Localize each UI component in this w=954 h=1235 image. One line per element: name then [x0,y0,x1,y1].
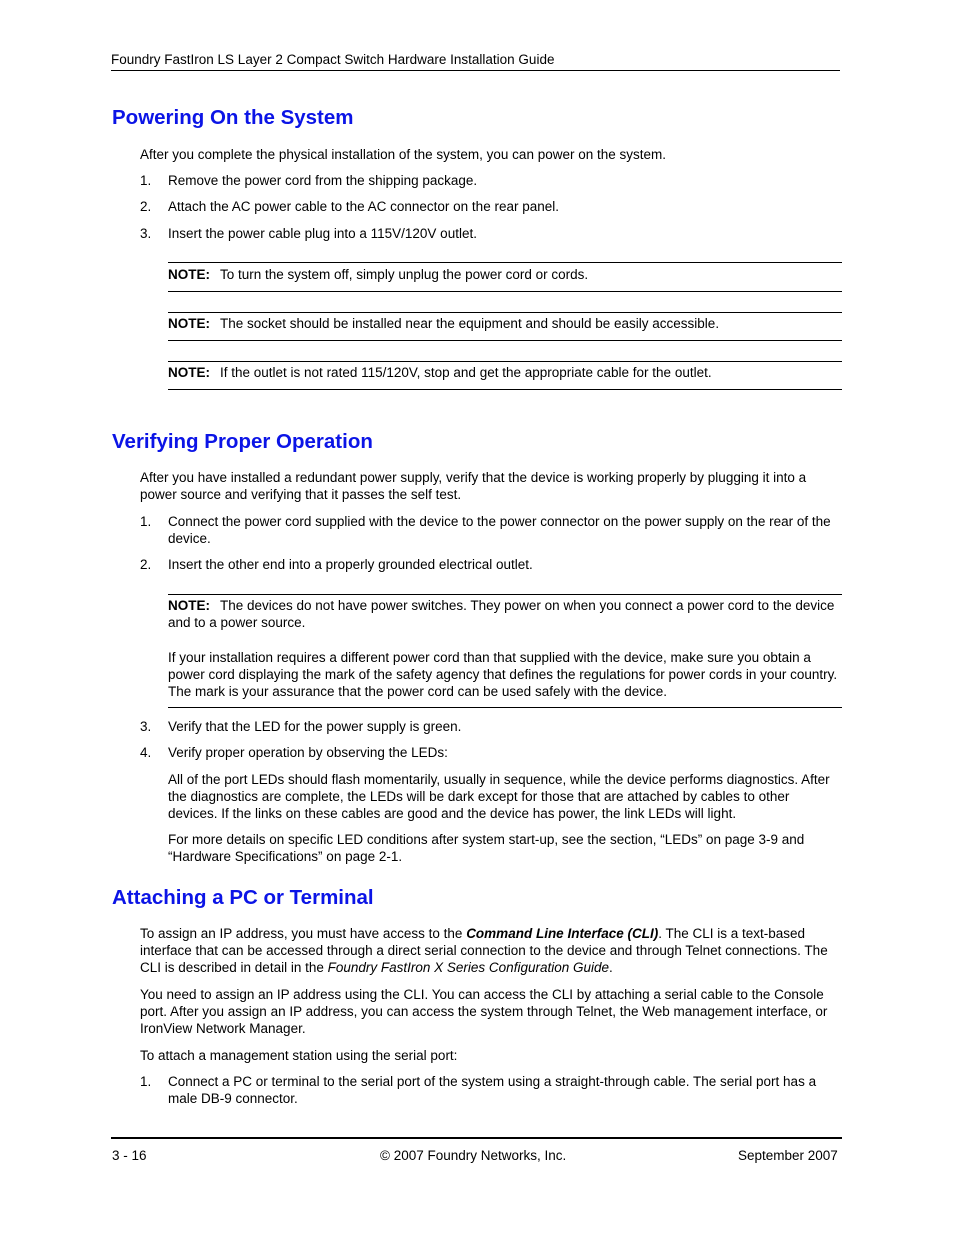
note [168,315,842,332]
note-rule-bottom [168,707,842,708]
header-rule [111,70,840,71]
step-number: 3. [140,226,152,241]
section3-paragraph: To attach a management station using the serial port: [140,1048,458,1063]
page-number: 3 - 16 [112,1148,147,1163]
step-text: Remove the power cord from the shipping package. [168,173,478,188]
section2-intro: After you have installed a redundant power supply, verify that the device is working properly by plugging it into a power source and verifying that it passes the self test. [140,470,807,502]
note-rule-top [168,312,842,313]
publication-date: September 2007 [738,1148,838,1163]
text-run: . The CLI is a text-based interface that can be accessed through a direct serial connection to the device and through Telnet connections. The CLI is described in detail in the [140,926,828,975]
section3-paragraph: You need to assign an IP address using the CLI. You can access the CLI by attaching a serial cable to the Console port. After you assign an IP address, you can access the system through Telnet, the Web management interface, or IronView Network Manager. [140,987,828,1036]
note-rule-bottom [168,389,842,390]
step-detail-paragraph: All of the port LEDs should flash momentarily, usually in sequence, while the device performs diagnostics. After the diagnostics are complete, the LEDs will be dark except for those that are attached by cables to other devices. If the links on these cables are good and the device has power, the link LEDs will light. [168,772,830,821]
note-label: NOTE: [168,598,210,613]
text-run: . [609,960,613,975]
note-rule-top [168,594,842,595]
footer-rule [111,1137,842,1139]
text-run: To assign an IP address, you must have access to the [140,926,467,941]
note-rule-top [168,361,842,362]
note-paragraph: If your installation requires a different power cord than that supplied with the device, make sure you obtain a power cord displaying the mark of the safety agency that defines the regulations for power cords in your country. The mark is your assurance that the power cord can be used safely with the device. [168,650,838,699]
step-text: Verify proper operation by observing the LEDs: [168,745,448,760]
cli-term: Command Line Interface (CLI) [466,926,659,941]
note [168,364,842,381]
step-number: 1. [140,173,152,188]
note [168,597,842,631]
note-label: NOTE: [168,316,210,331]
step-number: 2. [140,199,152,214]
note-label: NOTE: [168,365,210,380]
note-text: If the outlet is not rated 115/120V, stop and get the appropriate cable for the outlet. [220,365,712,380]
note-rule-top [168,262,842,263]
section-heading-verifying: Verifying Proper Operation [112,430,373,453]
step-text: Connect the power cord supplied with the device to the power connector on the power supply on the rear of the device. [168,514,831,546]
step-text: Attach the AC power cable to the AC connector on the rear panel. [168,199,559,214]
running-header: Foundry FastIron LS Layer 2 Compact Switch Hardware Installation Guide [111,52,555,67]
copyright: © 2007 Foundry Networks, Inc. [380,1148,567,1163]
step-number: 4. [140,745,152,760]
step-number: 2. [140,557,152,572]
step-text: Insert the power cable plug into a 115V/120V outlet. [168,226,477,241]
note-text: The socket should be installed near the equipment and should be easily accessible. [220,316,720,331]
section-heading-attaching: Attaching a PC or Terminal [112,886,374,909]
step-text: Connect a PC or terminal to the serial port of the system using a straight-through cable. The serial port has a male DB-9 connector. [168,1074,817,1106]
note-rule-bottom [168,291,842,292]
section-heading-powering-on: Powering On the System [112,106,354,129]
note-text: To turn the system off, simply unplug the power cord or cords. [220,267,589,282]
step-number: 1. [140,1074,152,1089]
step-text: Insert the other end into a properly grounded electrical outlet. [168,557,533,572]
guide-title: Foundry FastIron X Series Configuration Guide [327,960,609,975]
step-detail-paragraph: For more details on specific LED conditions after system start-up, see the section, “LEDs” on page 3-9 and “Hardware Specifications” on page 2-1. [168,832,805,864]
note-rule-bottom [168,340,842,341]
section3-paragraph [140,925,842,976]
note-text: The devices do not have power switches. They power on when you connect a power cord to the device and to a power source. [168,598,835,630]
note-label: NOTE: [168,267,210,282]
step-text: Verify that the LED for the power supply is green. [168,719,462,734]
step-number: 1. [140,514,152,529]
section1-intro: After you complete the physical installation of the system, you can power on the system. [140,147,667,162]
note [168,266,842,283]
step-number: 3. [140,719,152,734]
